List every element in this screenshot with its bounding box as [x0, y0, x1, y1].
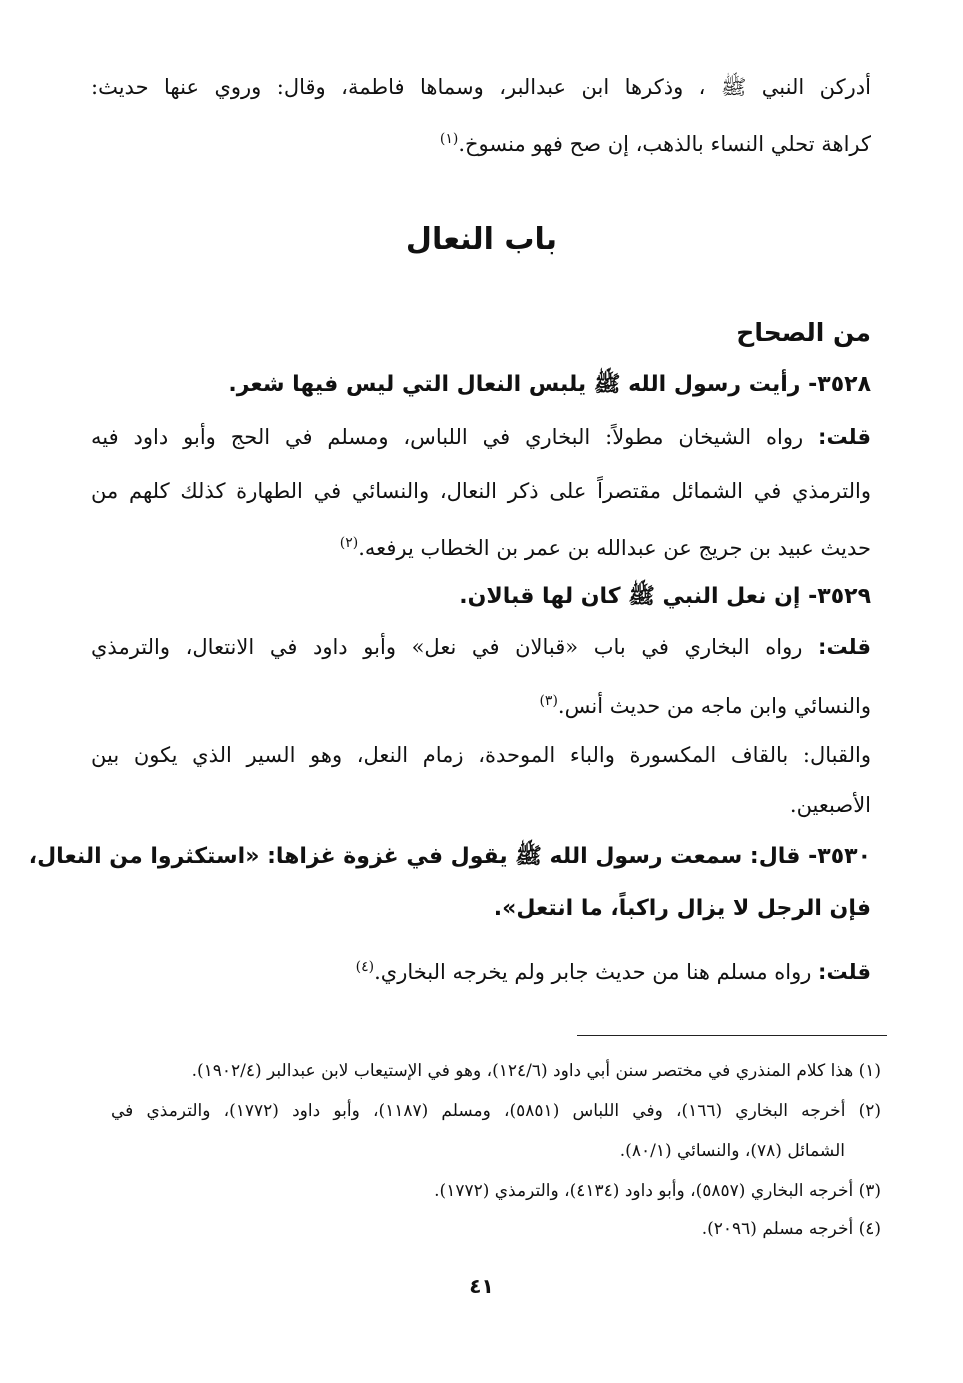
intro-line-2: كراهة تحلي النساء بالذهب، إن صح فهو منسوخ.$^{(١)}$ [439, 131, 871, 156]
footnote-ref-3: (٣) [539, 693, 558, 709]
hadith-3529-comment-line-1: قلت: رواه البخاري في باب «قبالان في نعل» وأبو داود في الانتعال، والترمذي [91, 635, 871, 659]
hadith-3530-text-line-1: ٣٥٣٠- قال: سمعت رسول الله ﷺ يقول في غزوة غزاها: «استكثروا من النعال، [28, 844, 871, 869]
hadith-3530-text-line-2: فإن الرجل لا يزال راكباً، ما انتعل». [493, 896, 871, 921]
footnote-ref-4: (٤) [355, 959, 375, 975]
footnote-2-line-1: (٢) أخرجه البخاري (١٦٦)، وفي اللباس (٥٨٥١)، ومسلم (١١٨٧)، وأبو داود (١٧٧٢)، والترمذي في [111, 1101, 882, 1121]
chapter-title: باب النعال [405, 222, 558, 257]
section-title: من الصحاح [736, 318, 871, 347]
hadith-3530-comment: قلت: رواه مسلم هنا من حديث جابر ولم يخرجه البخاري.$^{(٤)}$ [355, 959, 871, 984]
hadith-3529-note-line-2: الأصبعين. [789, 793, 871, 817]
footnote-ref-2: (٢) [339, 535, 359, 551]
footnote-2-line-2: الشمائل (٧٨)، والنسائي (٨٠/١). [619, 1141, 845, 1161]
page-number: ٤١ [469, 1274, 494, 1298]
footnote-ref-1: (١) [439, 131, 459, 147]
footnote-divider [577, 1035, 887, 1036]
hadith-3529-text: ٣٥٢٩- إن نعل النبي ﷺ كان لها قبالان. [459, 584, 871, 609]
footnote-4: (٤) أخرجه مسلم (٢٠٩٦). [701, 1219, 881, 1239]
hadith-3529-note-line-1: والقبال: بالقاف المكسورة والباء الموحدة، زمام النعل، وهو السير الذي يكون بين [91, 743, 871, 767]
hadith-3529-comment-line-2: والنسائي وابن ماجه من حديث أنس.$^{(٣)}$ [539, 693, 871, 718]
footnote-1: (١) هذا كلام المنذري في مختصر سنن أبي داود (١٢٤/٦)، وهو في الإستيعاب لابن عبدالبر (١٩٠٢/٤). [191, 1061, 881, 1081]
intro-line-1: أدركن النبي ﷺ ، وذكرها ابن عبدالبر، وسماها فاطمة، وقال: وروي عنها حديث: [91, 75, 871, 99]
hadith-3528-comment-line-2: والترمذي في الشمائل مقتصراً على ذكر النعال، والنسائي في الطهارة كذلك كلهم من [91, 479, 871, 503]
hadith-3528-comment-line-3: حديث عبيد بن جريج عن عبدالله بن عمر بن الخطاب يرفعه.$^{(٢)}$ [339, 535, 871, 560]
hadith-3528-text: ٣٥٢٨- رأيت رسول الله ﷺ يلبس النعال التي ليس فيها شعر. [228, 372, 871, 397]
hadith-3528-comment-line-1: قلت: رواه الشيخان مطولاً: البخاري في اللباس، ومسلم في الحج وأبو داود فيه [91, 425, 871, 449]
footnote-3: (٣) أخرجه البخاري (٥٨٥٧)، وأبو داود (٤١٣٤)، والترمذي (١٧٧٢). [434, 1181, 881, 1201]
